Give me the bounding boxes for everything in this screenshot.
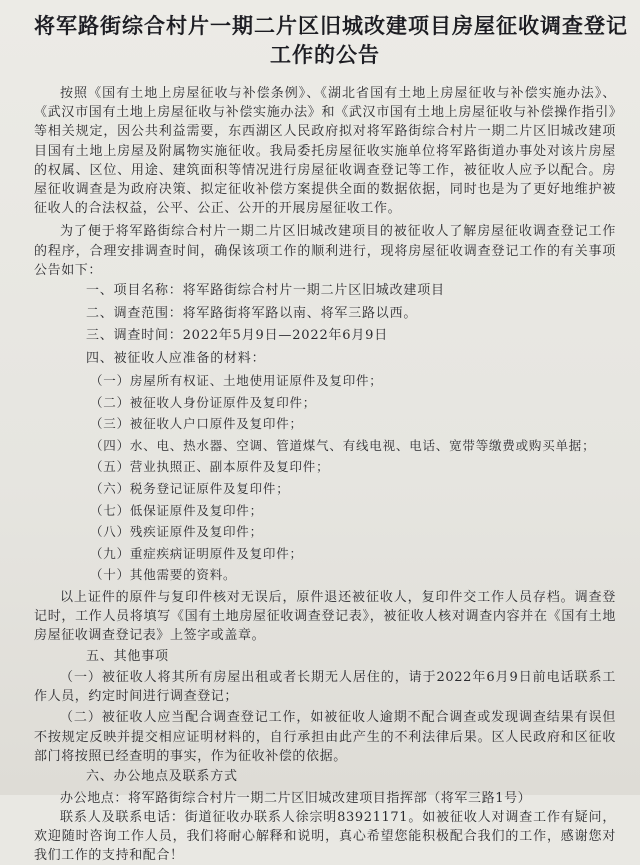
item-project-name: 一、项目名称：将军路街综合村片一期二片区旧城改建项目: [86, 283, 445, 299]
title-line-1: 将军路街综合村片一期二片区旧城改建项目房屋征收调查登记: [34, 14, 628, 38]
item-survey-time: 三、调查时间：2022年5月9日—2022年6月9日: [86, 328, 389, 344]
other-matter-2: （二）被征收人应当配合调查登记工作，如被征收人逾期不配合调查或发现调查结果有误但不按规定反映并提交相应证明材料的，自行承担由此产生的不利法律后果。区人民政府和区征收部门将按照已经查明的事实，作为征收补偿的依据。: [34, 710, 616, 764]
item-materials-heading: 四、被征收人应准备的材料：: [86, 350, 266, 366]
intro-paragraph: 按照《国有土地上房屋征收与补偿条例》、《湖北省国有土地上房屋征收与补偿实施办法》、《武汉市国有土地上房屋征收与补偿实施办法》和《武汉市国有土地上房屋征收与补偿操作指引》等相关规定，因公共利益需要，东西湖区人民政府拟对将军路街综合村片一期二片区旧城改建项目国有土地上房屋及附属物实施征收。我局委托房屋征收实施单位将军路街道办事处对该片房屋的权属、区位、用途、建筑面积等情况进行房屋征收调查登记等工作，被征收人应予以配合。房屋征收调查是为政府决策、拟定征收补偿方案提供全面的数据依据，同时也是为了更好地维护被征收人的合法权益，公平、公正、公开的开展房屋征收工作。: [34, 86, 616, 217]
material-item: （二）被征收人身份证原件及复印件；: [90, 394, 317, 410]
material-item: （六）税务登记证原件及复印件；: [90, 481, 290, 496]
office-address: 办公地点：将军路街综合村片一期二片区旧城改建项目指挥部（将军三路1号）: [60, 790, 532, 806]
material-item: （八）残疾证原件及复印件；: [90, 524, 263, 540]
material-item: （九）重症疾病证明原件及复印件；: [90, 545, 303, 561]
material-item: （五）营业执照正、副本原件及复印件；: [90, 459, 330, 475]
material-item: （一）房屋所有权证、土地使用证原件及复印件；: [90, 373, 383, 389]
purpose-paragraph: 为了便于将军路街综合村片一期二片区旧城改建项目的被征收人了解房屋征收调查登记工作的程序，合理安排调查时间，确保该项工作的顺利进行，现将房屋征收调查登记工作的有关事项公告如下：: [34, 224, 616, 278]
material-item: （四）水、电、热水器、空调、管道煤气、有线电视、电话、宽带等缴费或购买单据；: [90, 437, 596, 453]
material-item: （十）其他需要的资料。: [90, 567, 237, 583]
title-line-2: 工作的公告: [270, 43, 380, 67]
item-survey-scope: 二、调查范围：将军路街将军路以南、将军三路以西。: [86, 305, 418, 321]
item-office-contact: 六、办公地点及联系方式: [86, 769, 238, 785]
item-other-matters: 五、其他事项: [86, 648, 169, 664]
documents-paragraph: 以上证件的原件与复印件核对无误后，原件退还被征收人，复印件交工作人员存档。调查登记时，工作人员将填写《国有土地房屋征收调查登记表》，被征收人核对调查内容并在《国有土地房屋征收调查登记表》上签字或盖章。: [34, 589, 616, 644]
notice-title: [34, 12, 628, 70]
other-matter-1: （一）被征收人将其所有房屋出租或者长期无人居住的，请于2022年6月9日前电话联系工作人员，约定时间进行调查登记；: [34, 670, 616, 705]
contact-paragraph: 联系人及联系电话：街道征收办联系人徐宗明83921171。如被征收人对调查工作有疑问，欢迎随时咨询工作人员，我们将耐心解释和说明，真心希望您能积极配合我们的工作，感谢您对我们工作的支持和配合！: [34, 809, 616, 864]
material-item: （七）低保证原件及复印件；: [90, 502, 263, 518]
material-item: （三）被征收人户口原件及复印件；: [90, 416, 303, 432]
